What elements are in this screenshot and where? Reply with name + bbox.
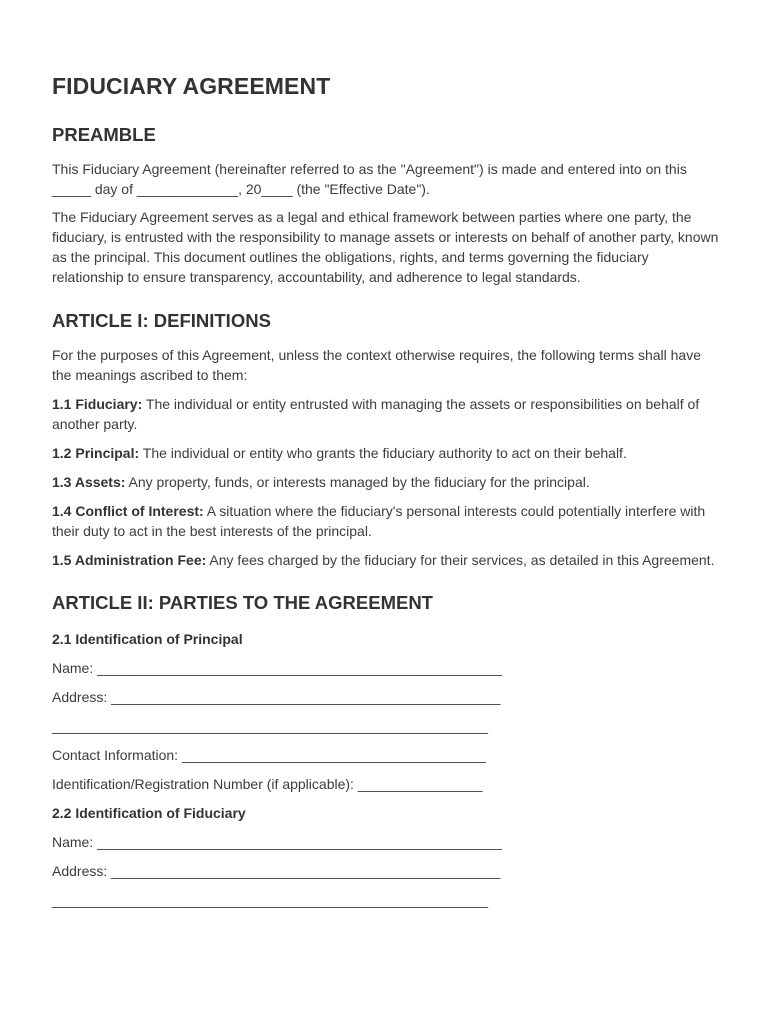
article-2-heading: ARTICLE II: PARTIES TO THE AGREEMENT (52, 592, 433, 613)
definition-fiduciary (52, 394, 720, 434)
article-1-heading: ARTICLE I: DEFINITIONS (52, 310, 271, 331)
principal-id-number-field[interactable]: Identification/Registration Number (if applicable): ________________ (52, 776, 483, 792)
document-page (52, 72, 720, 919)
fiduciary-identification-heading: 2.2 Identification of Fiduciary (52, 805, 246, 821)
preamble-heading: PREAMBLE (52, 124, 156, 145)
definition-text: A situation where the fiduciary's personal interests could potentially interfere with their duty to act in the best interests of the principal. (52, 503, 706, 539)
fiduciary-name-field[interactable]: Name: ____________________________________________________ (52, 834, 503, 850)
preamble-paragraph-1: This Fiduciary Agreement (hereinafter referred to as the "Agreement") is made and entered into on this _____ day of _____________, 20____ (the "Effective Date"). (52, 161, 687, 197)
definition-term: 1.2 Principal: (52, 445, 140, 461)
principal-address-line-2-field[interactable]: ________________________________________________________ (52, 718, 489, 734)
definition-text: The individual or entity entrusted with managing the assets or responsibilities on behalf of another party. (52, 396, 700, 432)
fiduciary-address-line-2-field[interactable]: ________________________________________________________ (52, 892, 489, 908)
principal-name-field[interactable]: Name: ____________________________________________________ (52, 660, 503, 676)
definition-text: Any property, funds, or interests managed by the fiduciary for the principal. (125, 474, 590, 490)
definition-term: 1.4 Conflict of Interest: (52, 503, 204, 519)
document-title: FIDUCIARY AGREEMENT (52, 73, 331, 99)
definition-text: Any fees charged by the fiduciary for their services, as detailed in this Agreement. (206, 552, 715, 568)
definition-conflict-of-interest (52, 501, 720, 541)
principal-address-field[interactable]: Address: __________________________________________________ (52, 689, 501, 705)
principal-contact-field[interactable]: Contact Information: _______________________________________ (52, 747, 486, 763)
definition-term: 1.3 Assets: (52, 474, 126, 490)
definition-assets (52, 472, 720, 492)
definition-term: 1.5 Administration Fee: (52, 552, 207, 568)
definition-text: The individual or entity who grants the fiduciary authority to act on their behalf. (139, 445, 627, 461)
preamble-paragraph-2: The Fiduciary Agreement serves as a legal and ethical framework between parties where one party, the fiduciary, is entrusted with the responsibility to manage assets or interests on behalf of another party, known as the principal. This document outlines the obligations, rights, and terms governing the fiduciary relationship to ensure transparency, accountability, and adherence to legal standards. (52, 209, 719, 285)
definition-principal (52, 443, 720, 463)
fiduciary-address-field[interactable]: Address: __________________________________________________ (52, 863, 501, 879)
article-1-intro: For the purposes of this Agreement, unless the context otherwise requires, the following terms shall have the meanings ascribed to them: (52, 347, 702, 383)
principal-identification-heading: 2.1 Identification of Principal (52, 631, 243, 647)
definition-administration-fee (52, 550, 720, 570)
definition-term: 1.1 Fiduciary: (52, 396, 143, 412)
